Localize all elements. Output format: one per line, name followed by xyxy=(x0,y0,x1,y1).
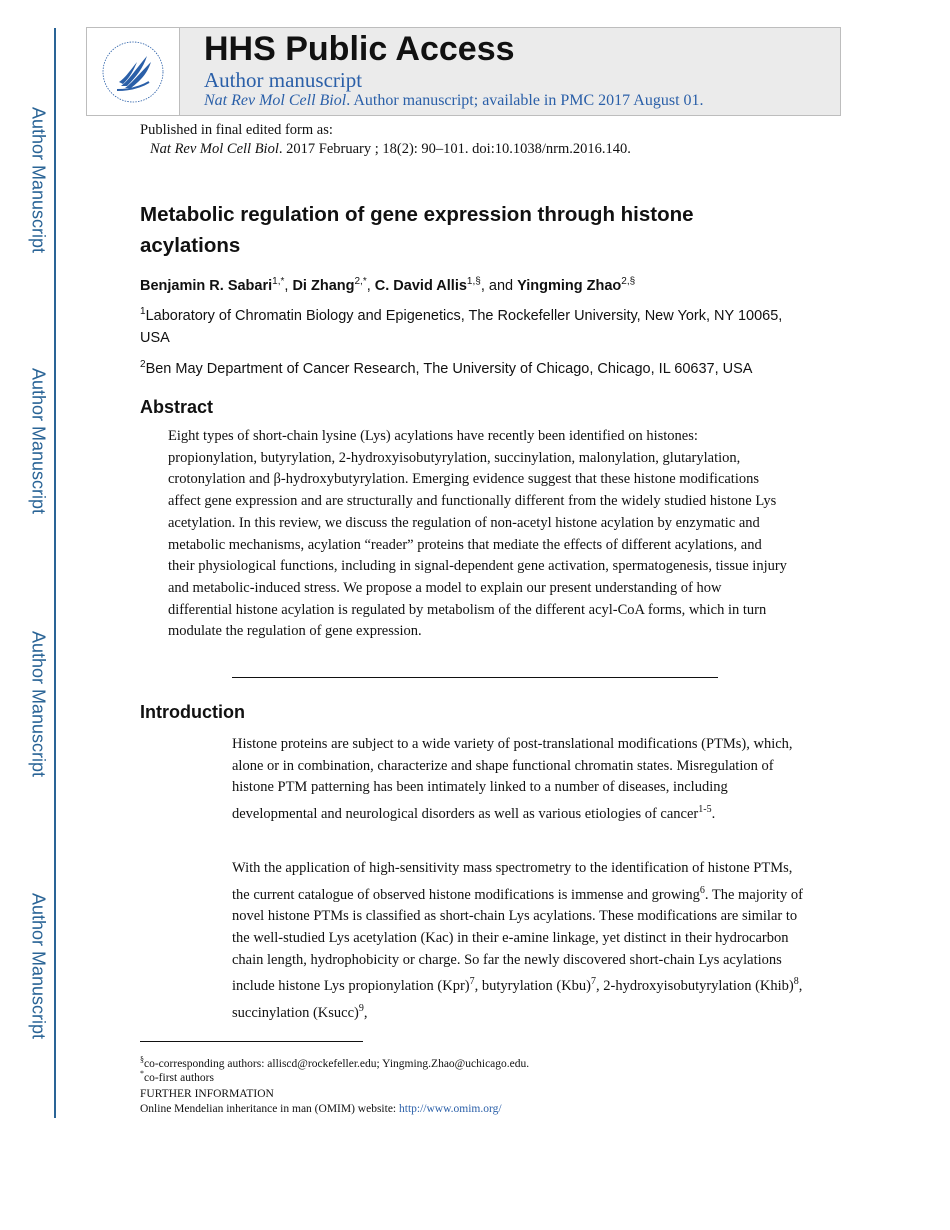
hhs-title: HHS Public Access xyxy=(204,30,515,68)
hhs-header xyxy=(86,27,841,116)
abstract-text: Eight types of short-chain lysine (Lys) acylations have recently been identified on histones: propionylation, butyrylation, 2-hydroxyisobutyrylation, succinylation, malonylation, glutarylation, crotonylation and β-hydroxybutyrylation. Emerging evidence suggest that these histone modifications affect gene expression and are structurally and functionally different from the widely studied histone Lys acetylation. In this review, we discuss the regulation of non-acetyl histone acylation by enzymatic and metabolic mechanisms, acylation “reader” proteins that mediate the effects of different acylations, and their physiological functions, including in signal-dependent gene activation, spermatogenesis, tissue injury and metabolic-induced stress. We propose a model to explain our present understanding of how differential histone acylation is regulated by metabolism of the different acyl-CoA forms, which in turn modulate the regulation of gene expression. xyxy=(168,428,787,640)
footnote-corresponding: §co-corresponding authors: alliscd@rockefeller.edu; Yingming.Zhao@uchicago.edu. xyxy=(140,1055,530,1070)
sidebar-line xyxy=(54,28,56,1118)
hhs-citation: Nat Rev Mol Cell Biol. Author manuscript; available in PMC 2017 August 01. xyxy=(204,92,704,109)
published-citation: Nat Rev Mol Cell Biol. 2017 February ; 18(2): 90–101. doi:10.1038/nrm.2016.140. xyxy=(150,141,631,157)
intro-paragraph: Histone proteins are subject to a wide variety of post-translational modifications (PTMs), which, alone or in combination, characterize and shape functional chromatin states. Misregulation of histone PTM patterning has been intimately linked to a number of diseases, including developmental and neurological disorders as well as various etiologies of cancer$^{1-5}$. xyxy=(232,736,793,822)
introduction-heading: Introduction xyxy=(140,702,245,722)
hhs-eagle-icon xyxy=(101,40,165,104)
intro-paragraph: With the application of high-sensitivity mass spectrometry to the identification of histone PTMs, the current catalogue of observed histone modifications is immense and growing$^6$. The majority of novel histone PTMs is classified as short-chain Lys acylations. These modifications are similar to the well-studied Lys acetylation (Kac) in their e-amine linkage, yet distinct in their hydrocarbon chain length, hydrophobicity or charge. So far the newly discovered short-chain Lys acylations include histone Lys propionylation (Kpr)$^7$, butyrylation (Kbu)$^7$, 2-hydroxyisobutyrylation (Khib)$^8$, succinylation (Ksucc)$^9$, xyxy=(232,860,803,1021)
published-label: Published in final edited form as: xyxy=(140,122,333,138)
footnote-divider xyxy=(140,1041,363,1042)
affiliation: $^1$Laboratory of Chromatin Biology and Epigenetics, The Rockefeller University, New York, NY 10065, USA xyxy=(140,306,783,346)
omim-link[interactable]: http://www.omim.org/ xyxy=(399,1103,502,1115)
author-list: Benjamin R. Sabari$^{1,*}$, Di Zhang$^{2,*}$, C. David Allis$^{1,\S}$, and Yingming Zhao$^{2,\S}$ xyxy=(140,276,636,294)
abstract-divider xyxy=(232,677,718,678)
hhs-logo xyxy=(87,28,180,115)
further-information-heading: FURTHER INFORMATION xyxy=(140,1088,274,1100)
omim-footnote: Online Mendelian inheritance in man (OMIM) website: http://www.omim.org/ xyxy=(140,1103,502,1115)
hhs-subtitle: Author manuscript xyxy=(204,68,363,92)
footnote-first-authors: *co-first authors xyxy=(140,1069,214,1084)
article-title: Metabolic regulation of gene expression through histone acylations xyxy=(140,203,694,257)
affiliation: $^2$Ben May Department of Cancer Research, The University of Chicago, Chicago, IL 60637, USA xyxy=(140,359,753,377)
abstract-heading: Abstract xyxy=(140,397,214,417)
